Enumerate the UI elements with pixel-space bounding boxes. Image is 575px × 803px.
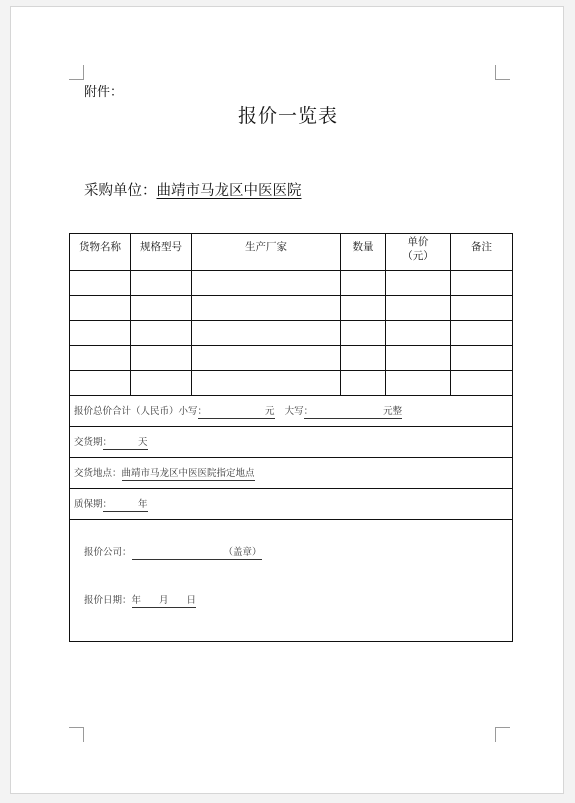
date-year: 年 — [131, 595, 142, 606]
table-cell[interactable] — [451, 371, 513, 396]
total-small-field[interactable]: ： 元 — [197, 406, 275, 417]
table-cell[interactable] — [341, 321, 386, 346]
buyer-line — [84, 179, 302, 200]
table-cell[interactable] — [192, 296, 341, 321]
buyer-name: 曲靖市马龙区中医医院 — [156, 183, 302, 199]
table-cell[interactable] — [131, 346, 192, 371]
quote-company-label: 报价公司： — [84, 547, 132, 558]
signature-row — [70, 520, 513, 642]
table-cell[interactable] — [70, 271, 131, 296]
total-big-field[interactable]: ： 元整 — [303, 406, 403, 417]
header-quantity: 数量 — [341, 234, 386, 271]
table-cell[interactable] — [192, 321, 341, 346]
signature-cell — [70, 520, 513, 642]
quote-date-label: 报价日期： — [84, 595, 132, 606]
date-day: 日 — [186, 595, 197, 606]
total-price-cell[interactable] — [70, 396, 513, 427]
table-cell[interactable] — [192, 271, 341, 296]
delivery-place-cell[interactable]: 交货地点：曲靖市马龙区中医医院指定地点 — [70, 458, 513, 489]
table-cell[interactable] — [386, 321, 451, 346]
margin-corner-bottom-left — [69, 727, 84, 742]
table-cell[interactable] — [386, 271, 451, 296]
quote-date-field[interactable] — [132, 595, 197, 608]
table-row — [70, 346, 513, 371]
table-cell[interactable] — [341, 296, 386, 321]
table-cell[interactable] — [341, 371, 386, 396]
table-cell[interactable] — [70, 296, 131, 321]
table-cell[interactable] — [70, 346, 131, 371]
delivery-period-unit: 天 — [138, 437, 148, 448]
table-cell[interactable] — [451, 296, 513, 321]
table-cell[interactable] — [386, 296, 451, 321]
table-cell[interactable] — [192, 371, 341, 396]
total-small-unit: 元 — [265, 406, 275, 417]
delivery-place-row — [70, 458, 513, 489]
table-cell[interactable] — [131, 371, 192, 396]
table-cell[interactable] — [386, 371, 451, 396]
margin-corner-top-right — [495, 65, 510, 80]
table-header-row — [70, 234, 513, 271]
table-row — [70, 371, 513, 396]
table-cell[interactable] — [451, 321, 513, 346]
table-cell[interactable] — [341, 271, 386, 296]
quote-table — [69, 233, 513, 642]
table-cell[interactable] — [70, 321, 131, 346]
warranty-unit: 年 — [138, 499, 148, 510]
table-cell[interactable] — [341, 346, 386, 371]
warranty-cell[interactable] — [70, 489, 513, 520]
table-cell[interactable] — [131, 296, 192, 321]
header-unit-price — [386, 234, 451, 271]
delivery-period-label: 交货期 — [74, 437, 103, 448]
table-cell[interactable] — [451, 271, 513, 296]
table-row — [70, 321, 513, 346]
attachment-label: 附件： — [84, 85, 124, 100]
table-cell[interactable] — [70, 371, 131, 396]
buyer-label: 采购单位： — [84, 183, 157, 199]
page-title: 报价一览表 — [237, 105, 338, 127]
table-cell[interactable] — [386, 346, 451, 371]
header-manufacturer: 生产厂家 — [192, 234, 341, 271]
date-month: 月 — [159, 595, 169, 606]
total-price-row — [70, 396, 513, 427]
delivery-place-label: 交货地点 — [74, 468, 113, 479]
quote-company-field[interactable] — [132, 547, 262, 560]
header-unit-price-unit: （元） — [402, 250, 434, 262]
delivery-period-row — [70, 427, 513, 458]
warranty-field[interactable]: ： 年 — [102, 499, 148, 510]
quote-date-line — [84, 592, 196, 608]
seal-note: （盖章） — [223, 547, 262, 558]
table-row — [70, 296, 513, 321]
warranty-row — [70, 489, 513, 520]
warranty-label: 质保期 — [74, 499, 103, 510]
total-big-unit: 元整 — [383, 406, 403, 417]
total-price-label: 报价总价合计（人民币）小写 — [74, 406, 198, 417]
delivery-period-cell[interactable] — [70, 427, 513, 458]
margin-corner-bottom-right — [495, 727, 510, 742]
margin-corner-top-left — [69, 65, 84, 80]
header-spec-model: 规格型号 — [131, 234, 192, 271]
total-big-label: 大写 — [284, 406, 304, 417]
table-cell[interactable] — [451, 346, 513, 371]
table-cell[interactable] — [131, 271, 192, 296]
quote-company-line — [84, 544, 262, 560]
delivery-place-value: 曲靖市马龙区中医医院指定地点 — [121, 468, 255, 479]
delivery-period-field[interactable]: ： 天 — [102, 437, 148, 448]
table-cell[interactable] — [131, 321, 192, 346]
header-unit-price-label: 单价 — [407, 236, 429, 248]
table-cell[interactable] — [192, 346, 341, 371]
table-row — [70, 271, 513, 296]
header-remarks: 备注 — [451, 234, 513, 271]
header-goods-name: 货物名称 — [70, 234, 131, 271]
document-page — [10, 6, 564, 794]
